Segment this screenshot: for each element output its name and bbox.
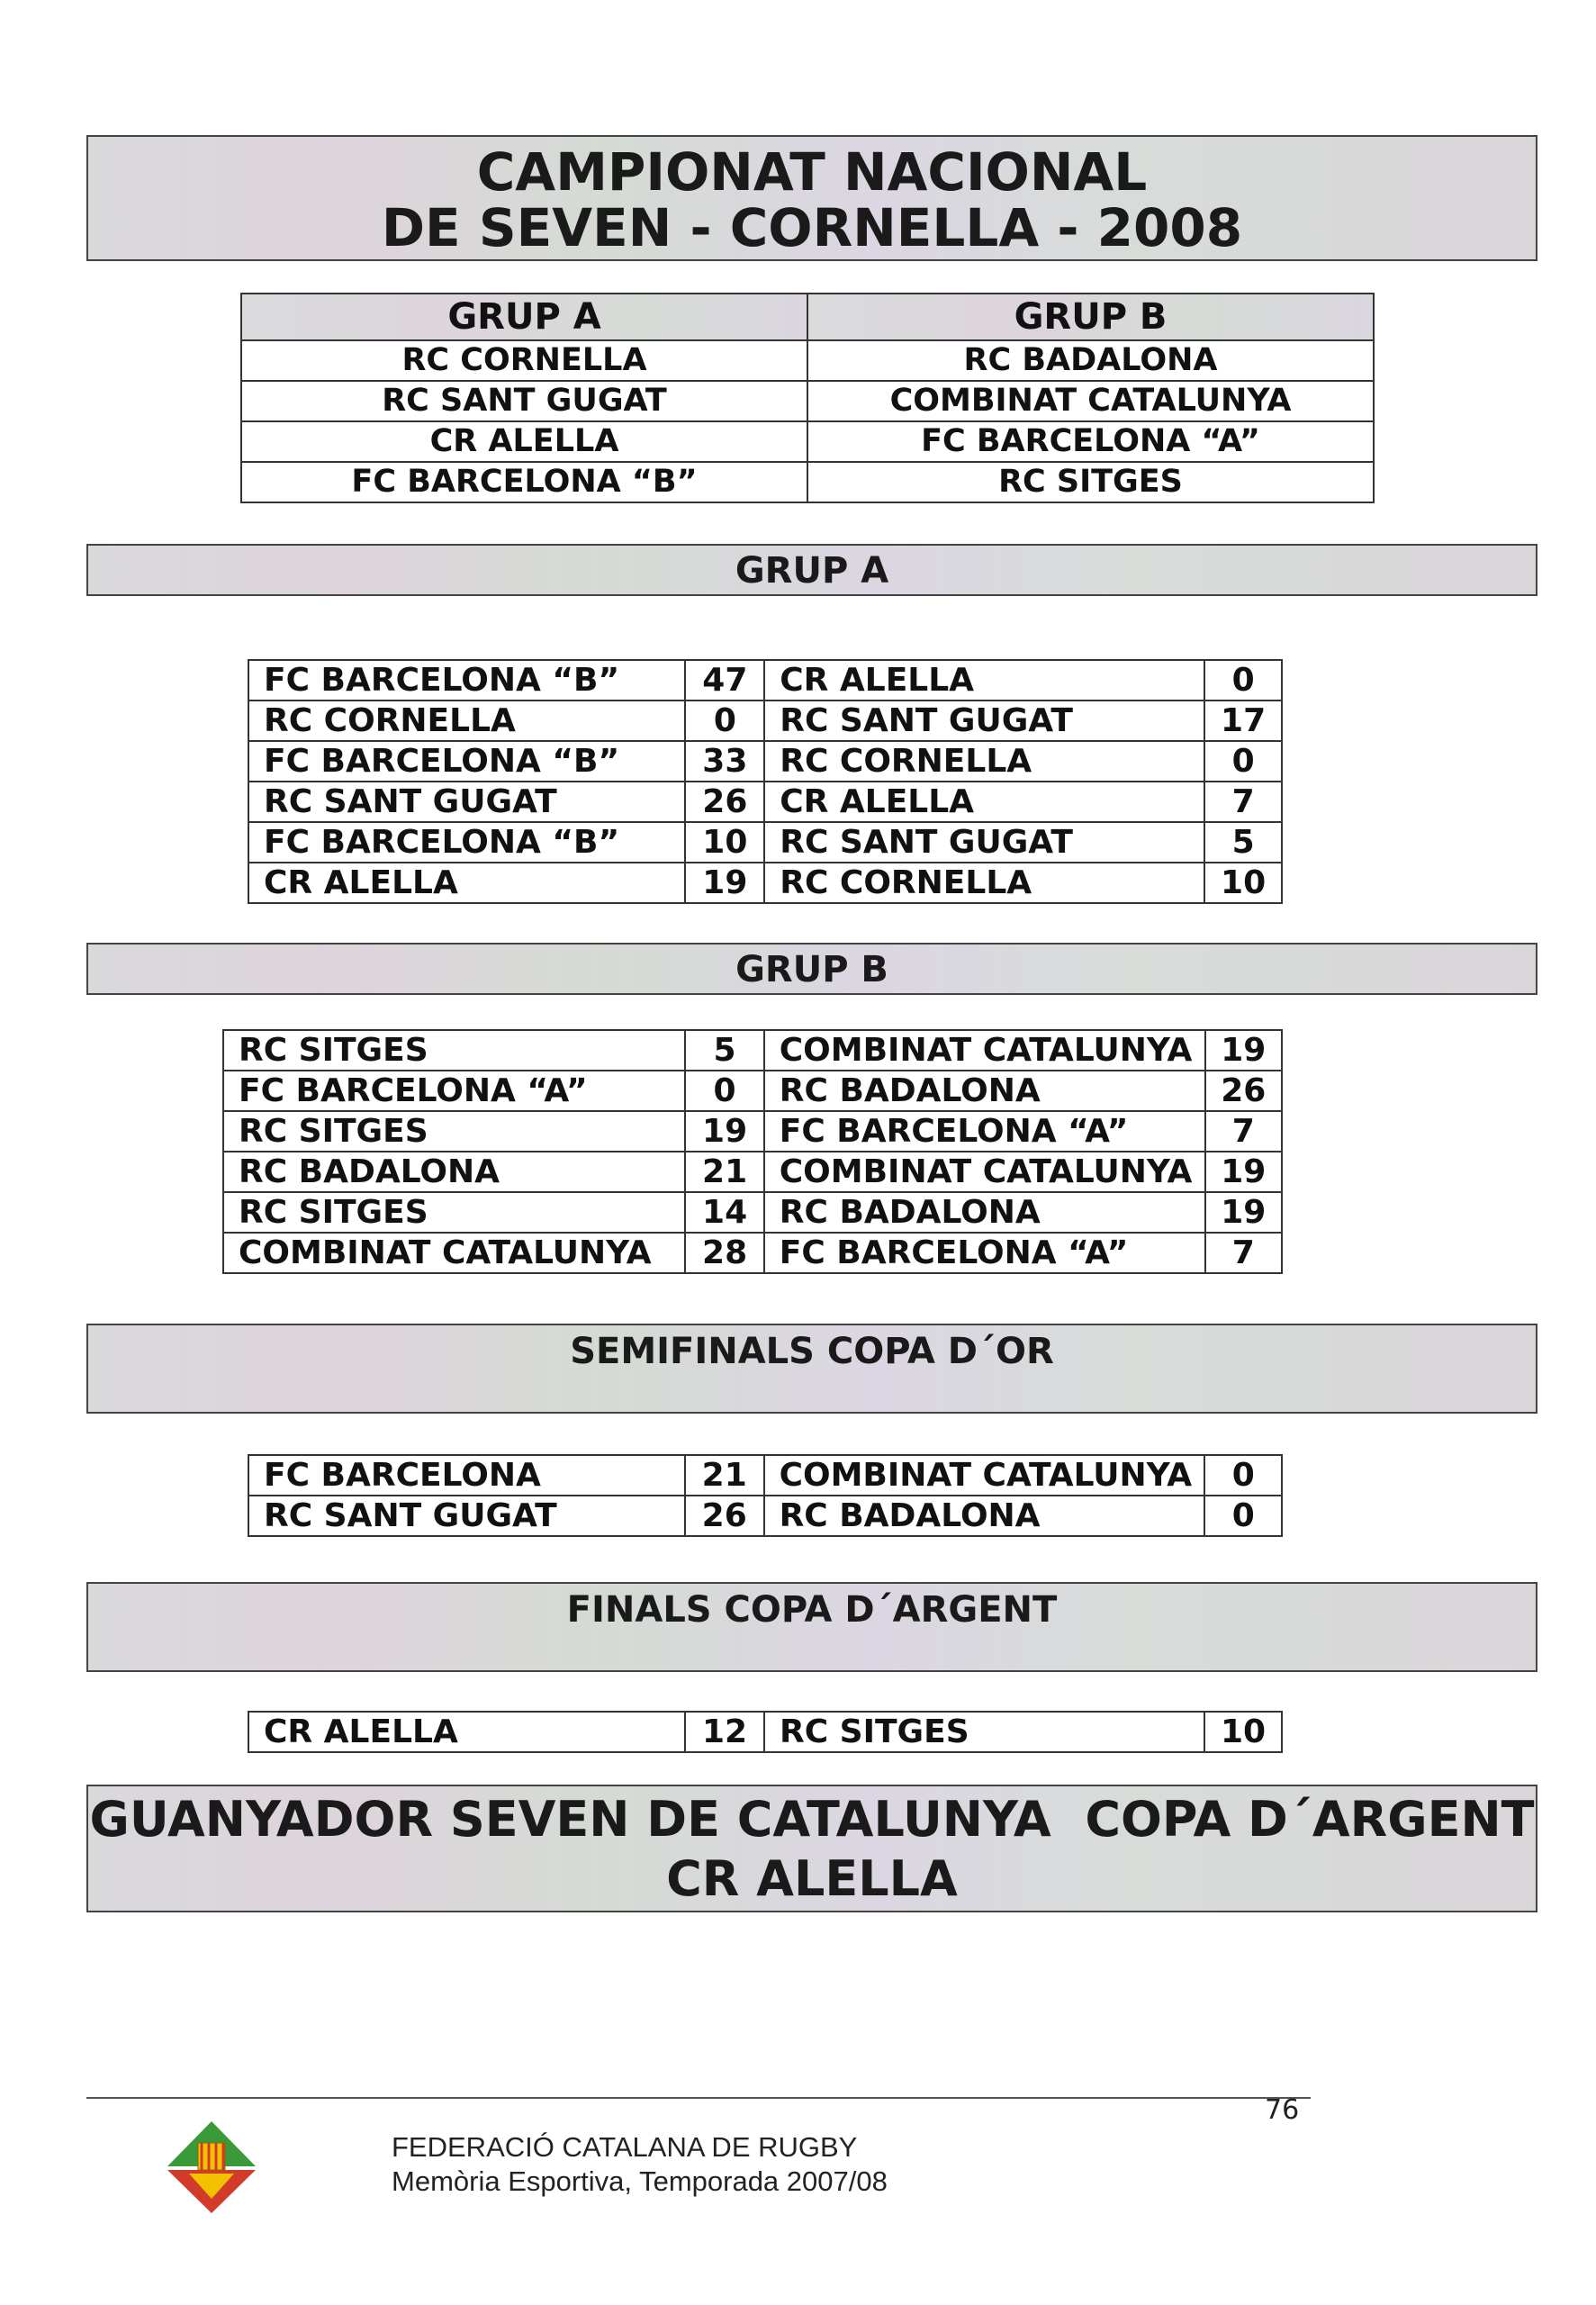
group-a-header: GRUP A	[241, 294, 807, 340]
away-score: 7	[1204, 782, 1282, 822]
away-score: 19	[1205, 1152, 1282, 1192]
away-score: 19	[1205, 1030, 1282, 1071]
home-score: 0	[685, 701, 764, 741]
table-row	[241, 381, 1374, 421]
grup-b-title: GRUP B	[735, 949, 888, 990]
title-line-2: DE SEVEN - CORNELLA - 2008	[381, 197, 1243, 258]
away-team: CR ALELLA	[764, 660, 1204, 701]
footer-text	[392, 2130, 888, 2199]
group-a-team: FC BARCELONA “B”	[241, 462, 807, 502]
home-team: RC CORNELLA	[248, 701, 685, 741]
winner-line-1: GUANYADOR SEVEN DE CATALUNYA COPA D´ARGENT	[89, 1791, 1535, 1848]
home-team: COMBINAT CATALUNYA	[223, 1233, 685, 1273]
home-team: RC BADALONA	[223, 1152, 685, 1192]
semifinals-title: SEMIFINALS COPA D´OR	[570, 1331, 1054, 1372]
home-score: 5	[685, 1030, 763, 1071]
away-score: 26	[1205, 1071, 1282, 1111]
home-score: 0	[685, 1071, 763, 1111]
group-b-header: GRUP B	[807, 294, 1374, 340]
home-team: RC SITGES	[223, 1030, 685, 1071]
winner-banner	[86, 1785, 1537, 1912]
away-score: 0	[1204, 741, 1282, 782]
table-row	[241, 340, 1374, 381]
page-number: 76	[1265, 2094, 1300, 2126]
away-score: 7	[1205, 1111, 1282, 1152]
away-team: RC CORNELLA	[764, 741, 1204, 782]
table-row	[248, 782, 1282, 822]
home-score: 12	[685, 1712, 764, 1752]
home-team: CR ALELLA	[248, 863, 685, 903]
home-team: FC BARCELONA	[248, 1455, 685, 1496]
away-team: COMBINAT CATALUNYA	[764, 1455, 1205, 1496]
groups-table	[240, 293, 1375, 503]
away-team: COMBINAT CATALUNYA	[764, 1152, 1205, 1192]
home-score: 28	[685, 1233, 763, 1273]
finals-banner	[86, 1582, 1537, 1672]
group-b-team: RC BADALONA	[807, 340, 1374, 381]
table-row	[248, 1712, 1282, 1752]
home-team: RC SITGES	[223, 1192, 685, 1233]
away-team: RC SANT GUGAT	[764, 822, 1204, 863]
away-score: 5	[1204, 822, 1282, 863]
home-score: 21	[685, 1455, 764, 1496]
home-team: CR ALELLA	[248, 1712, 685, 1752]
finals-results-table	[248, 1711, 1283, 1753]
semifinals-banner	[86, 1324, 1537, 1414]
group-b-team: RC SITGES	[807, 462, 1374, 502]
group-a-team: RC CORNELLA	[241, 340, 807, 381]
away-team: COMBINAT CATALUNYA	[764, 1030, 1205, 1071]
away-score: 0	[1204, 1496, 1282, 1536]
footer-org: FEDERACIÓ CATALANA DE RUGBY	[392, 2131, 858, 2163]
group-a-team: CR ALELLA	[241, 421, 807, 462]
home-score: 26	[685, 782, 764, 822]
grup-a-banner	[86, 544, 1537, 596]
grup-b-banner	[86, 943, 1537, 995]
table-row	[223, 1192, 1282, 1233]
table-row	[223, 1111, 1282, 1152]
semifinals-results-table	[248, 1454, 1283, 1537]
footer-subtitle: Memòria Esportiva, Temporada 2007/08	[392, 2165, 888, 2197]
table-row	[248, 822, 1282, 863]
table-row	[248, 863, 1282, 903]
away-team: RC SANT GUGAT	[764, 701, 1204, 741]
home-score: 33	[685, 741, 764, 782]
home-team: RC SITGES	[223, 1111, 685, 1152]
away-score: 17	[1204, 701, 1282, 741]
table-row	[248, 1455, 1282, 1496]
home-score: 19	[685, 863, 764, 903]
finals-title: FINALS COPA D´ARGENT	[566, 1589, 1058, 1631]
grup-a-title: GRUP A	[735, 550, 889, 592]
away-team: RC BADALONA	[764, 1192, 1205, 1233]
home-team: FC BARCELONA “B”	[248, 660, 685, 701]
home-score: 14	[685, 1192, 763, 1233]
away-score: 0	[1204, 1455, 1282, 1496]
away-score: 10	[1204, 863, 1282, 903]
away-team: RC BADALONA	[764, 1071, 1205, 1111]
table-row	[223, 1233, 1282, 1273]
federation-logo-icon	[162, 2118, 261, 2217]
away-team: RC SITGES	[764, 1712, 1204, 1752]
table-row	[248, 1496, 1282, 1536]
home-score: 19	[685, 1111, 763, 1152]
group-b-team: COMBINAT CATALUNYA	[807, 381, 1374, 421]
away-team: RC BADALONA	[764, 1496, 1205, 1536]
title-banner	[86, 135, 1537, 261]
table-row	[223, 1071, 1282, 1111]
home-score: 10	[685, 822, 764, 863]
footer-divider	[86, 2097, 1311, 2099]
away-score: 10	[1204, 1712, 1282, 1752]
home-team: FC BARCELONA “A”	[223, 1071, 685, 1111]
away-team: FC BARCELONA “A”	[764, 1111, 1205, 1152]
home-score: 47	[685, 660, 764, 701]
home-team: FC BARCELONA “B”	[248, 822, 685, 863]
groups-header-row	[241, 294, 1374, 340]
away-score: 7	[1205, 1233, 1282, 1273]
home-score: 21	[685, 1152, 763, 1192]
away-team: CR ALELLA	[764, 782, 1204, 822]
winner-line-2: CR ALELLA	[666, 1850, 958, 1907]
title-line-1: CAMPIONAT NACIONAL	[476, 141, 1148, 203]
home-team: FC BARCELONA “B”	[248, 741, 685, 782]
away-team: RC CORNELLA	[764, 863, 1204, 903]
table-row	[241, 421, 1374, 462]
grup-a-results-table	[248, 659, 1283, 904]
table-row	[241, 462, 1374, 502]
grup-b-results-table	[222, 1029, 1283, 1274]
home-score: 26	[685, 1496, 764, 1536]
away-score: 0	[1204, 660, 1282, 701]
table-row	[223, 1030, 1282, 1071]
home-team: RC SANT GUGAT	[248, 782, 685, 822]
table-row	[248, 660, 1282, 701]
table-row	[223, 1152, 1282, 1192]
table-row	[248, 701, 1282, 741]
table-row	[248, 741, 1282, 782]
group-b-team: FC BARCELONA “A”	[807, 421, 1374, 462]
away-team: FC BARCELONA “A”	[764, 1233, 1205, 1273]
away-score: 19	[1205, 1192, 1282, 1233]
home-team: RC SANT GUGAT	[248, 1496, 685, 1536]
group-a-team: RC SANT GUGAT	[241, 381, 807, 421]
